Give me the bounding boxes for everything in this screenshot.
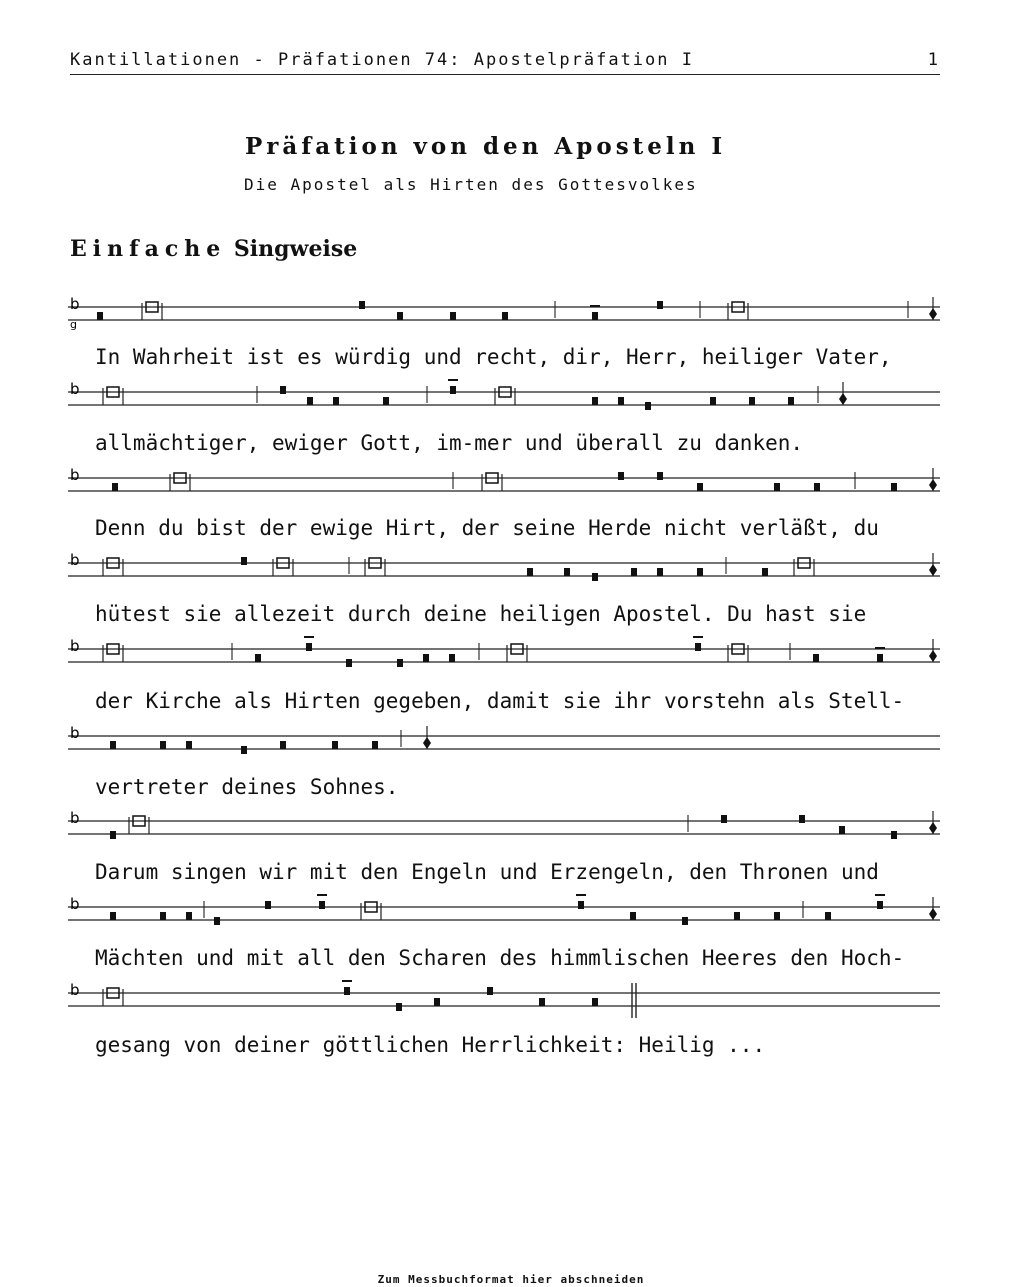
clef-mark: g (70, 318, 77, 331)
flat-clef: b (70, 895, 80, 913)
chant-note (241, 557, 247, 565)
lyric-line: Denn du bist der ewige Hirt, der seine Herde nicht verläßt, du (95, 516, 879, 540)
cut-line-note: Zum Messbuchformat hier abschneiden (377, 1273, 645, 1286)
chant-note (631, 568, 637, 576)
chant-note (657, 472, 663, 480)
flat-clef: b (70, 295, 80, 313)
final-note (929, 908, 937, 920)
chant-note (110, 912, 116, 920)
chant-note (682, 917, 688, 925)
chant-note (774, 912, 780, 920)
flat-clef: b (70, 637, 80, 655)
chant-note (592, 312, 598, 320)
final-note (839, 393, 847, 405)
flat-clef: b (70, 380, 80, 398)
chant-note (450, 312, 456, 320)
chant-note (307, 397, 313, 405)
chant-note (877, 901, 883, 909)
chant-staff (62, 553, 947, 593)
final-note (929, 822, 937, 834)
chant-note (372, 741, 378, 749)
chant-note (450, 386, 456, 394)
section-heading-second-word: Singweise (233, 236, 358, 262)
chant-note (564, 568, 570, 576)
chant-note (397, 312, 403, 320)
chant-note (592, 998, 598, 1006)
chant-note (449, 654, 455, 662)
page-number: 1 (927, 50, 940, 70)
lyric-line: In Wahrheit ist es würdig und recht, dir, Herr, heiliger Vater, (95, 345, 892, 369)
chant-note (255, 654, 261, 662)
chant-note (630, 912, 636, 920)
chant-note (657, 568, 663, 576)
chant-staff (62, 726, 947, 766)
chant-note (697, 483, 703, 491)
chant-note (396, 1003, 402, 1011)
chant-staff (62, 897, 947, 937)
chant-note (825, 912, 831, 920)
section-heading-first-word: Einfache (70, 236, 227, 262)
chant-note (710, 397, 716, 405)
chant-note (891, 483, 897, 491)
chant-note (721, 815, 727, 823)
chant-note (539, 998, 545, 1006)
chant-note (813, 654, 819, 662)
chant-staff (62, 468, 947, 508)
chant-note (383, 397, 389, 405)
chant-note (241, 746, 247, 754)
chant-staff (62, 983, 947, 1023)
chant-note (112, 483, 118, 491)
chant-staff (62, 297, 947, 337)
chant-note (618, 472, 624, 480)
chant-note (332, 741, 338, 749)
lyric-line: vertreter deines Sohnes. (95, 775, 399, 799)
chant-note (578, 901, 584, 909)
final-note (423, 737, 431, 749)
chant-note (344, 987, 350, 995)
chant-note (346, 659, 352, 667)
lyric-line: allmächtiger, ewiger Gott, im-mer und überall zu danken. (95, 431, 804, 455)
chant-note (110, 741, 116, 749)
flat-clef: b (70, 809, 80, 827)
chant-note (527, 568, 533, 576)
chant-note (502, 312, 508, 320)
page-subtitle: Die Apostel als Hirten des Gottesvolkes (244, 175, 698, 194)
chant-note (645, 402, 651, 410)
chant-note (839, 826, 845, 834)
lyric-line: hütest sie allezeit durch deine heiligen Apostel. Du hast sie (95, 602, 867, 626)
chant-note (97, 312, 103, 320)
chant-note (618, 397, 624, 405)
chant-note (280, 741, 286, 749)
chant-note (160, 912, 166, 920)
flat-clef: b (70, 981, 80, 999)
chant-note (160, 741, 166, 749)
chant-note (110, 831, 116, 839)
running-header-title: Kantillationen - Präfationen 74: Apostelpräfation I (70, 50, 694, 70)
lyric-line: Mächten und mit all den Scharen des himmlischen Heeres den Hoch- (95, 946, 905, 970)
chant-note (695, 643, 701, 651)
lyric-line: Darum singen wir mit den Engeln und Erzengeln, den Thronen und (95, 860, 879, 884)
chant-note (799, 815, 805, 823)
chant-note (214, 917, 220, 925)
final-note (929, 650, 937, 662)
chant-note (280, 386, 286, 394)
chant-note (734, 912, 740, 920)
chant-note (774, 483, 780, 491)
chant-note (333, 397, 339, 405)
chant-note (814, 483, 820, 491)
lyric-line: der Kirche als Hirten gegeben, damit sie ihr vorstehn als Stell- (95, 689, 905, 713)
chant-note (749, 397, 755, 405)
chant-note (592, 397, 598, 405)
flat-clef: b (70, 551, 80, 569)
chant-note (397, 659, 403, 667)
final-note (929, 479, 937, 491)
chant-staff (62, 382, 947, 422)
chant-note (697, 568, 703, 576)
chant-note (592, 573, 598, 581)
final-note (929, 308, 937, 320)
chant-note (306, 643, 312, 651)
lyric-line: gesang von deiner göttlichen Herrlichkeit: Heilig ... (95, 1033, 766, 1057)
section-heading (70, 236, 357, 262)
chant-note (657, 301, 663, 309)
chant-note (891, 831, 897, 839)
chant-staff (62, 639, 947, 679)
running-header (70, 48, 940, 75)
chant-note (319, 901, 325, 909)
chant-note (762, 568, 768, 576)
flat-clef: b (70, 724, 80, 742)
chant-note (877, 654, 883, 662)
chant-note (186, 912, 192, 920)
page-title: Präfation von den Aposteln I (245, 133, 727, 160)
chant-note (359, 301, 365, 309)
flat-clef: b (70, 466, 80, 484)
chant-note (487, 987, 493, 995)
chant-note (186, 741, 192, 749)
chant-note (434, 998, 440, 1006)
chant-note (788, 397, 794, 405)
chant-note (423, 654, 429, 662)
chant-staff (62, 811, 947, 851)
final-note (929, 564, 937, 576)
chant-note (265, 901, 271, 909)
